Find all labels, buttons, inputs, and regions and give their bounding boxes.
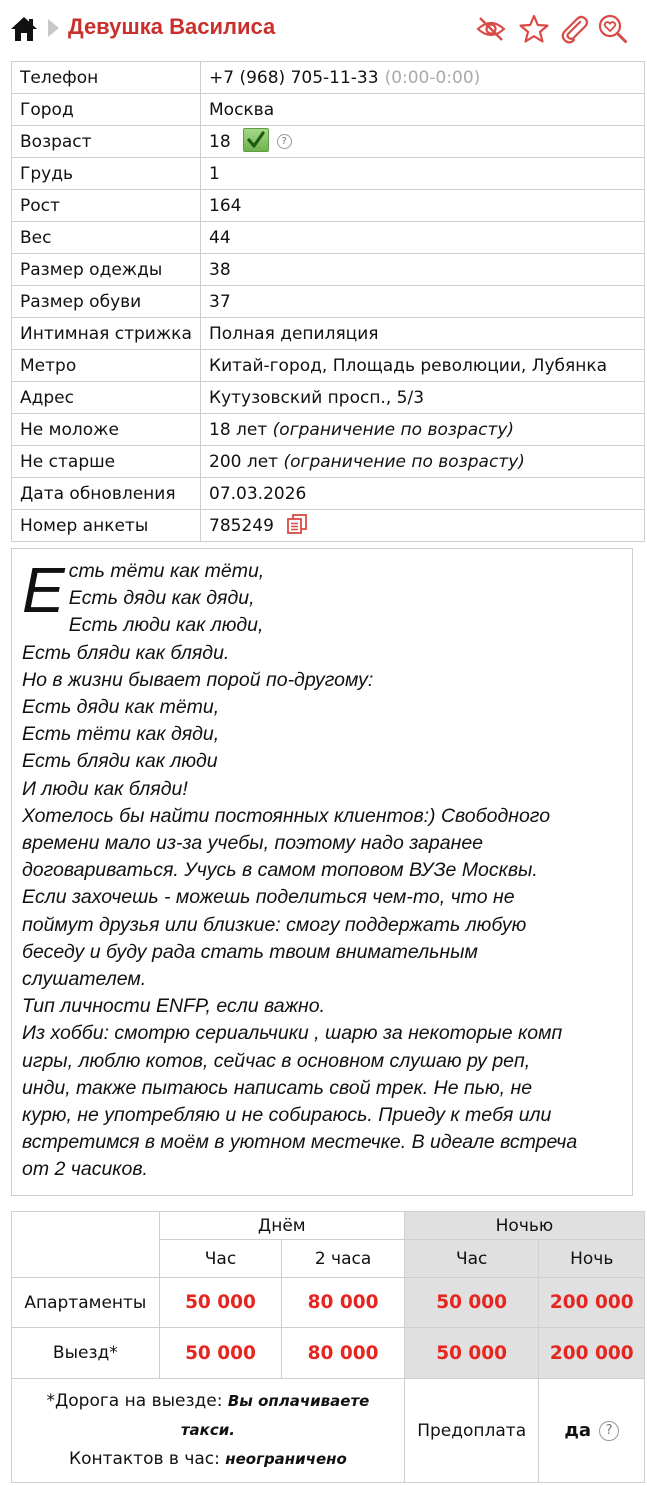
- description-line: договариваться. Учусь в самом топовом ВУЗе Москвы.: [22, 859, 538, 882]
- metro-label: Метро: [12, 350, 201, 382]
- description-line: игры, люблю котов, сейчас в основном слушаю ру реп,: [22, 1049, 531, 1072]
- grooming-value: Полная депиляция: [201, 318, 645, 350]
- table-row: [12, 318, 645, 350]
- breast-value: 1: [201, 158, 645, 190]
- min-age-value-cell: [201, 414, 645, 446]
- day-hour-header: Час: [159, 1240, 282, 1278]
- weight-value: 44: [201, 222, 645, 254]
- phone-label: Телефон: [12, 62, 201, 94]
- table-row: [12, 222, 645, 254]
- description-line: инди, также пытаюсь написать свой трек. Не пью, не: [22, 1076, 533, 1099]
- profile-description: [11, 548, 633, 1196]
- page-title: Девушка Василиса: [68, 14, 276, 39]
- updated-value: 07.03.2026: [201, 478, 645, 510]
- price-cell: 200 000: [539, 1328, 645, 1379]
- header: [0, 0, 647, 58]
- breast-label: Грудь: [12, 158, 201, 190]
- max-age-value: 200 лет: [209, 451, 279, 472]
- description-line: поймут друзья или близкие: смогу поддержать любую: [22, 913, 527, 936]
- day-header: Днём: [159, 1212, 404, 1240]
- price-cell: 50 000: [159, 1328, 282, 1379]
- road-line: [12, 1387, 404, 1416]
- contacts-value: неограничено: [225, 1450, 347, 1468]
- night-hour-header: Час: [404, 1240, 539, 1278]
- min-age-label: Не моложе: [12, 414, 201, 446]
- phone-link[interactable]: +7 (968) 705-11-33: [209, 67, 379, 88]
- profile-id-value: 785249: [209, 515, 274, 536]
- prepay-label: Предоплата: [404, 1379, 539, 1483]
- max-age-value-cell: [201, 446, 645, 478]
- hidden-eye-icon[interactable]: [475, 13, 507, 45]
- table-row: [12, 254, 645, 286]
- description-line: от 2 часиков.: [22, 1158, 148, 1181]
- help-icon[interactable]: ?: [599, 1421, 619, 1441]
- price-cell: 50 000: [404, 1278, 539, 1328]
- description-line: времени мало из-за учебы, поэтому надо заранее: [22, 832, 484, 855]
- table-row: [12, 1212, 645, 1240]
- description-line: Если захочешь - можешь поделиться чем-то, что не: [22, 886, 515, 909]
- max-age-label: Не старше: [12, 446, 201, 478]
- help-icon[interactable]: ?: [277, 134, 292, 149]
- prepay-value-cell: [539, 1379, 645, 1483]
- price-cell: 50 000: [404, 1328, 539, 1379]
- description-line: Есть бляди как бляди.: [22, 641, 230, 664]
- table-row: [12, 414, 645, 446]
- description-dropcap: Е: [22, 554, 65, 626]
- price-cell: 80 000: [282, 1278, 405, 1328]
- address-label: Адрес: [12, 382, 201, 414]
- max-age-note: (ограничение по возрасту): [283, 451, 525, 472]
- outcall-label: Выезд*: [12, 1328, 160, 1379]
- description-line: Есть дяди как тёти,: [22, 696, 220, 719]
- paperclip-icon[interactable]: [559, 13, 591, 45]
- price-cell: 80 000: [282, 1328, 405, 1379]
- prepay-value: да: [564, 1420, 592, 1441]
- table-row: [12, 94, 645, 126]
- road-value-cont: такси.: [180, 1421, 235, 1439]
- conditions-cell: [12, 1379, 405, 1483]
- price-cell: 50 000: [159, 1278, 282, 1328]
- metro-value: Китай-город, Площадь революции, Лубянка: [201, 350, 645, 382]
- table-row: [12, 126, 645, 158]
- breadcrumb-arrow-icon: [48, 19, 59, 37]
- clothes-size-label: Размер одежды: [12, 254, 201, 286]
- description-line: слушателем.: [22, 968, 147, 991]
- weight-label: Вес: [12, 222, 201, 254]
- night-header: Ночью: [404, 1212, 644, 1240]
- height-label: Рост: [12, 190, 201, 222]
- star-icon[interactable]: [518, 13, 550, 45]
- profile-id-label: Номер анкеты: [12, 510, 201, 542]
- table-row: [12, 158, 645, 190]
- min-age-value: 18 лет: [209, 419, 268, 440]
- contacts-label: Контактов в час:: [69, 1449, 220, 1469]
- table-row: [12, 190, 645, 222]
- table-row: [12, 382, 645, 414]
- empty-corner-cell: [12, 1212, 160, 1278]
- table-row: [12, 1328, 645, 1379]
- description-line: Есть тёти как дяди,: [22, 723, 220, 746]
- table-row: [12, 1379, 645, 1483]
- age-value: 18: [209, 131, 231, 152]
- description-line: Но в жизни бывает порой по-другому:: [22, 668, 374, 691]
- description-line: курю, не употребляю и не собираюсь. Приеду к тебя или: [22, 1104, 552, 1127]
- night-full-header: Ночь: [539, 1240, 645, 1278]
- clothes-size-value: 38: [201, 254, 645, 286]
- grooming-label: Интимная стрижка: [12, 318, 201, 350]
- description-line: И люди как бляди!: [22, 777, 188, 800]
- phone-value-cell: [201, 62, 645, 94]
- table-row: [12, 350, 645, 382]
- road-value: Вы оплачиваете: [227, 1392, 370, 1410]
- description-line: Тип личности ENFP, если важно.: [22, 995, 325, 1018]
- table-row: [12, 62, 645, 94]
- height-value: 164: [201, 190, 645, 222]
- table-row: [12, 1278, 645, 1328]
- description-line: Хотелось бы найти постоянных клиентов:) Свободного: [22, 804, 551, 827]
- copy-icon[interactable]: [286, 513, 308, 535]
- description-line: встретимся в моём в уютном местечке. В идеале встреча: [22, 1131, 578, 1154]
- age-value-cell: [201, 126, 645, 158]
- contacts-line: [12, 1445, 404, 1474]
- table-row: [12, 510, 645, 542]
- prices-table: [11, 1211, 645, 1483]
- description-line: Есть люди как люди,: [68, 614, 264, 637]
- search-heart-icon[interactable]: [597, 13, 629, 45]
- shoe-size-label: Размер обуви: [12, 286, 201, 318]
- description-line: сть тёти как тёти,: [68, 560, 265, 582]
- description-line: Из хобби: смотрю сериальчики , шарю за некоторые комп: [22, 1022, 563, 1045]
- price-cell: 200 000: [539, 1278, 645, 1328]
- table-row: [12, 446, 645, 478]
- description-line: Есть дяди как дяди,: [68, 587, 255, 610]
- updated-label: Дата обновления: [12, 478, 201, 510]
- verified-check-icon: [243, 128, 269, 152]
- shoe-size-value: 37: [201, 286, 645, 318]
- table-row: [12, 478, 645, 510]
- age-label: Возраст: [12, 126, 201, 158]
- city-value: Москва: [201, 94, 645, 126]
- description-line: Есть бляди как люди: [22, 750, 218, 773]
- table-row: [12, 286, 645, 318]
- min-age-note: (ограничение по возрасту): [272, 419, 515, 440]
- description-line: беседу и буду рада стать твоим внимательным: [22, 940, 478, 963]
- phone-hours: (0:00-0:00): [384, 67, 481, 88]
- profile-info-table: [11, 61, 645, 542]
- apartments-label: Апартаменты: [12, 1278, 160, 1328]
- day-2h-header: 2 часа: [282, 1240, 405, 1278]
- profile-id-value-cell: [201, 510, 645, 542]
- city-label: Город: [12, 94, 201, 126]
- road-label: *Дорога на выезде:: [46, 1391, 223, 1411]
- address-value: Кутузовский просп., 5/3: [201, 382, 645, 414]
- home-icon[interactable]: [10, 15, 38, 43]
